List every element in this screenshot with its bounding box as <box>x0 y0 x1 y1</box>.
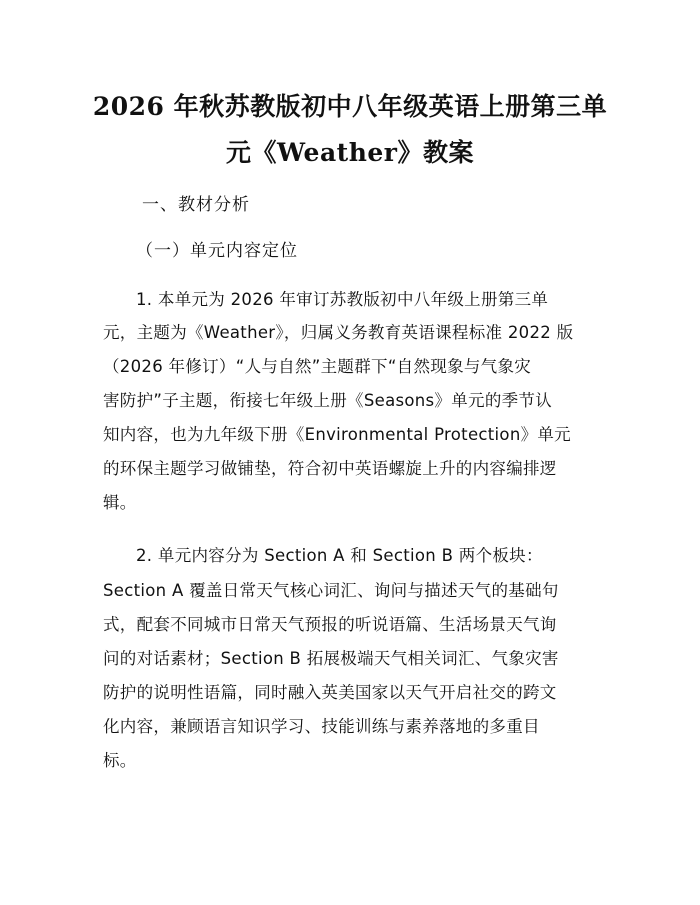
paragraph-1-line: 辑。 <box>103 493 137 512</box>
paragraph-1-line: 的环保主题学习做铺垫，符合初中英语螺旋上升的内容编排逻 <box>103 459 557 478</box>
paragraph-1-line: 害防护”子主题，衔接七年级上册《Seasons》单元的季节认 <box>103 391 553 410</box>
paragraph-2-line: Section A 覆盖日常天气核心词汇、询问与描述天气的基础句 <box>103 581 559 600</box>
title-line-1: 2026 年秋苏教版初中八年级英语上册第三单 <box>92 92 608 121</box>
paragraph-1-line: 1. 本单元为 2026 年审订苏教版初中八年级上册第三单 <box>136 290 549 309</box>
title-line-2: 元《Weather》教案 <box>226 138 474 167</box>
paragraph-2-line: 2. 单元内容分为 Section A 和 Section B 两个板块： <box>136 546 543 565</box>
paragraph-2-line: 防护的说明性语篇，同时融入英美国家以天气开启社交的跨文 <box>103 683 557 702</box>
paragraph-2-line: 问的对话素材；Section B 拓展极端天气相关词汇、气象灾害 <box>103 649 559 668</box>
paragraph-1-line: （2026 年修订）“人与自然”主题群下“自然现象与气象灾 <box>103 357 532 376</box>
section-heading: 一、教材分析 <box>142 195 250 215</box>
subsection-heading: （一）单元内容定位 <box>136 241 298 261</box>
paragraph-2-line: 化内容，兼顾语言知识学习、技能训练与素养落地的多重目 <box>103 717 540 736</box>
document-title <box>0 84 700 176</box>
paragraph-2-line: 标。 <box>103 751 137 770</box>
paragraph-1-line: 知内容，也为九年级下册《Environmental Protection》单元 <box>103 425 571 444</box>
paragraph-1-line: 元，主题为《Weather》，归属义务教育英语课程标准 2022 版 <box>103 323 574 342</box>
paragraph-2-line: 式，配套不同城市日常天气预报的听说语篇、生活场景天气询 <box>103 615 557 634</box>
